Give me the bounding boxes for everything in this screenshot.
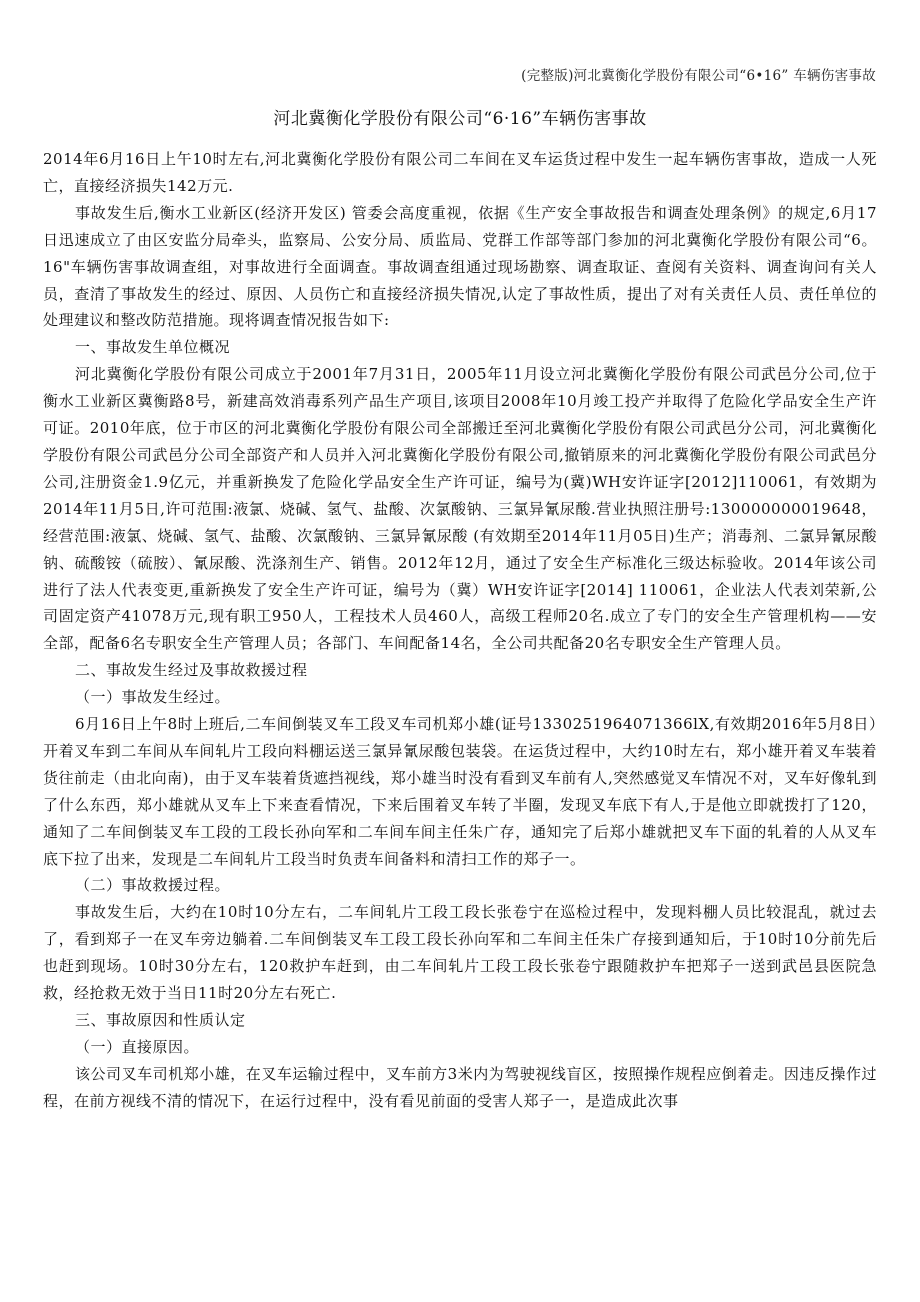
- subsection-heading-3-1: （一）直接原因。: [75, 1037, 200, 1056]
- subsection-heading-2-2: （二）事故救援过程。: [75, 876, 231, 895]
- paragraph-summary: 2014年6月16日上午10时左右,河北冀衡化学股份有限公司二车间在叉车运货过程中发生一起车辆伤害事故，造成一人死亡，直接经济损失142万元.: [43, 150, 877, 195]
- paragraph-accident-process: 6月16日上午8时上班后,二车间倒装叉车工段叉车司机郑小雄(证号1330251964071366lX,有效期2016年5月8日）开着叉车到二车间从车间轧片工段向料棚运送三氯异氰尿酸包装袋。在运货过程中，大约10时左右，郑小雄开着叉车装着货往前走（由北向南)，由于叉车装着货遮挡视线，郑小雄当时没有看到叉车前有人,突然感觉叉车情况不对，叉车好像轧到了什么东西，郑小雄就从叉车上下来查看情况，下来后围着叉车转了半圈，发现叉车底下有人,于是他立即就拨打了120，通知了二车间倒装叉车工段的工段长孙向军和二车间车间主任朱广存，通知完了后郑小雄就把叉车下面的轧着的人从叉车底下拉了出来，发现是二车间轧片工段当时负责车间备料和清扫工作的郑子一。: [43, 715, 877, 868]
- paragraph-company-overview: 河北冀衡化学股份有限公司成立于2001年7月31日，2005年11月设立河北冀衡化学股份有限公司武邑分公司,位于衡水工业新区冀衡路8号，新建高效消毒系列产品生产项目,该项目2008年10月竣工投产并取得了危险化学品安全生产许可证。2010年底，位于市区的河北冀衡化学股份有限公司全部搬迁至河北冀衡化学股份有限公司武邑分公司，河北冀衡化学股份有限公司武邑分公司全部资产和人员并入河北冀衡化学股份有限公司,撤销原来的河北冀衡化学股份有限公司武邑分公司,注册资金1.9亿元，并重新换发了危险化学品安全生产许可证，编号为(冀)WH安许证字[2012]110061，有效期为2014年11月5日,许可范围:液氯、烧碱、氢气、盐酸、次氯酸钠、三氯异氰尿酸.营业执照注册号:130000000019648，经营范围:液氯、烧碱、氢气、盐酸、次氯酸钠、三氯异氰尿酸 (有效期至2014年11月05日)生产；消毒剂、二氯异氰尿酸钠、硫酸铵（硫胺）、氰尿酸、洗涤剂生产、销售。2012年12月，通过了安全生产标准化三级达标验收。2014年该公司进行了法人代表变更,重新换发了安全生产许可证，编号为（冀）WH安许证字[2014] 110061，企业法人代表刘荣新,公司固定资产41078万元,现有职工950人，工程技术人员460人，高级工程师20名.成立了专门的安全生产管理机构——安全部，配备6名专职安全生产管理人员；各部门、车间配备14名，全公司共配备20名专职安全生产管理人员。: [43, 365, 877, 653]
- running-header: (完整版)河北冀衡化学股份有限公司“6•16” 车辆伤害事故: [521, 68, 876, 84]
- section-heading-1: 一、事故发生单位概况: [75, 338, 231, 357]
- paragraph-direct-cause: 该公司叉车司机郑小雄，在叉车运输过程中，叉车前方3米内为驾驶视线盲区，按照操作规程应倒着走。因违反操作过程，在前方视线不清的情况下，在运行过程中，没有看见前面的受害人郑子一，是造成此次事: [43, 1064, 877, 1110]
- paragraph-investigation: 事故发生后,衡水工业新区(经济开发区) 管委会高度重视，依据《生产安全事故报告和调查处理条例》的规定,6月17日迅速成立了由区安监分局牵头，监察局、公安分局、质监局、党群工作部等部门参加的河北冀衡化学股份有限公司“6。16"车辆伤害事故调查组，对事故进行全面调查。事故调查组通过现场勘察、调查取证、查阅有关资料、调查询问有关人员，查清了事故发生的经过、原因、人员伤亡和直接经济损失情况,认定了事故性质，提出了对有关责任人员、责任单位的处理建议和整改防范措施。现将调查情况报告如下:: [43, 203, 877, 330]
- document-body: [43, 146, 877, 1115]
- paragraph-rescue-process: 事故发生后，大约在10时10分左右，二车间轧片工段工段长张卷宁在巡检过程中，发现料棚人员比较混乱，就过去了，看到郑子一在叉车旁边躺着.二车间倒装叉车工段工段长孙向军和二车间主任朱广存接到通知后，于10时10分前先后也赶到现场。10时30分左右，120救护车赶到，由二车间轧片工段工段长张卷宁跟随救护车把郑子一送到武邑县医院急救，经抢救无效于当日11时20分左右死亡.: [43, 903, 877, 1003]
- section-heading-2: 二、事故发生经过及事故救援过程: [75, 661, 308, 680]
- subsection-heading-2-1: （一）事故发生经过。: [75, 688, 231, 707]
- document-title: 河北冀衡化学股份有限公司“6·16”车辆伤害事故: [273, 109, 647, 129]
- section-heading-3: 三、事故原因和性质认定: [75, 1011, 246, 1029]
